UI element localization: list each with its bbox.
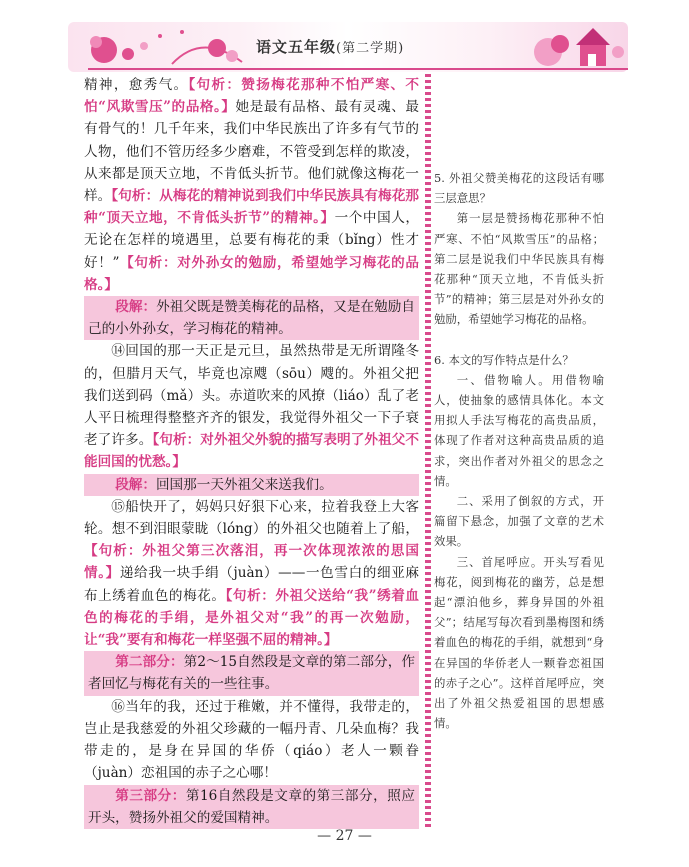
answer-6-point-2: 二、采用了倒叙的方式，开篇留下悬念，加强了文章的艺术效果。: [434, 494, 604, 549]
sentence-analysis: 【句析：对外祖父外貌的描写表明了外祖父不能回国的忧愁。】: [84, 432, 420, 471]
answer-6-point-3: 三、首尾呼应。开头写看见梅花，阅到梅花的幽芳，总是想起“漂泊他乡，葬身异国的外祖父”；结尾写每次看到墨梅图和绣着血色的梅花的手绢，就想到“身在异国的华侨老人一颗眷恋祖国的赤子之心”。这样首尾呼应，突出了外祖父热爱祖国的思想感情。: [434, 554, 604, 731]
main-text-column: [84, 74, 419, 829]
part-two-summary: 第二部分：第2～15自然段是文章的第二部分，作者回忆与梅花有关的一些往事。: [84, 651, 419, 695]
paragraph-15: [84, 496, 419, 651]
sentence-analysis: 【句析：外祖父送给“我”绣着血色的梅花的手绢，是外祖父对“我”的再一次勉励，让“我”要有和梅花一样坚强不屈的精神。】: [84, 587, 419, 649]
answer-5: 第一层是赞扬梅花那种不怕严寒、不怕“风欺雪压”的品格；第二层是说我们中华民族具有梅花那种“顶天立地，不肯低头折节”的精神；第三层是对外孙女的勉励，希望她学习梅花的品格。: [434, 211, 604, 327]
paragraph-13-end: [84, 74, 419, 296]
paragraph-16: [84, 696, 419, 785]
sentence-analysis: 【句析：从梅花的精神说到我们中华民族具有梅花那种“顶天立地，不肯低头折节”的精神。】: [84, 188, 420, 227]
paragraph-summary: 段解：外祖父既是赞美梅花的品格，又是在勉励自己的小外孙女，学习梅花的精神。: [84, 296, 419, 340]
house-decoration-icon: [528, 22, 628, 70]
paragraph-14: [84, 340, 419, 473]
paragraph-summary: 段解：回国那一天外祖父来送我们。: [84, 474, 419, 496]
page-title: 语文五年级(第二学期): [256, 38, 405, 56]
questions-column: [434, 168, 604, 733]
text-run: ⑮船快开了，妈妈只好狠下心来，拉着我登上大客轮。想不到泪眼蒙眬（lóng）的外祖父也随着上了船，: [84, 498, 419, 538]
question-6: 6. 本文的写作特点是什么？: [434, 352, 574, 367]
column-divider: [425, 74, 431, 830]
header-underline: [88, 68, 628, 70]
text-run: ⑯当年的我，还过于稚嫩，并不懂得，我带走的，岂止是我慈爱的外祖父珍藏的一幅丹青、几朵血梅？我带走的，是身在异国的华侨（qiáo）老人一颗眷（juàn）恋祖国的赤子之心哪！: [84, 698, 419, 782]
flower-decoration-icon: [82, 24, 252, 70]
sentence-analysis: 【句析：外祖父第三次落泪，再一次体现浓浓的思国情。】: [84, 543, 419, 582]
text-run: 精神，愈秀气。: [84, 77, 189, 93]
text-run: 递给我一块手绢（juàn）——一色雪白的细亚麻布上绣着血色的梅花。: [84, 565, 419, 604]
sentence-analysis: 【句析：赞扬梅花那种不怕严寒、不怕“风欺雪压”的品格。】: [84, 77, 420, 116]
text-run: ⑭回国的那一天正是元旦，虽然热带是无所谓隆冬的，但腊月天气，毕竟也凉飕（sōu）飕的。外祖父把我们送到码（mǎ）头。赤道吹来的风撩（liáo）乱了老人平日梳理得整整齐齐的银发，我觉得外祖父一下子衰老了许多。: [84, 343, 419, 449]
question-5: 5. 外祖父赞美梅花的这段话有哪三层意思？: [434, 171, 604, 206]
sentence-analysis: 【句析：对外孙女的勉励，希望她学习梅花的品格。】: [84, 254, 420, 293]
page-number: — 27 —: [317, 828, 372, 844]
spacer: [434, 330, 604, 350]
part-three-summary: 第三部分：第16自然段是文章的第三部分，照应开头，赞扬外祖父的爱国精神。: [84, 785, 419, 829]
text-run: 她是最有品格、最有灵魂、最有骨气的！几千年来，我们中华民族出了许多有气节的人物，他们不管历经多少磨难，不管受到怎样的欺凌，从来都是顶天立地，不肯低头折节。他们就像这梅花一样。: [84, 99, 419, 205]
answer-6-point-1: 一、借物喻人。用借物喻人，使抽象的感情具体化。本文用拟人手法写梅花的高贵品质，体现了作者对这种高贵品质的追求，突出作者对外祖父的思念之情。: [434, 372, 604, 488]
page-header: [68, 22, 628, 72]
text-run: 一个中国人，无论在怎样的境遇里，总要有梅花的秉（bǐng）性才好！”: [84, 210, 419, 271]
